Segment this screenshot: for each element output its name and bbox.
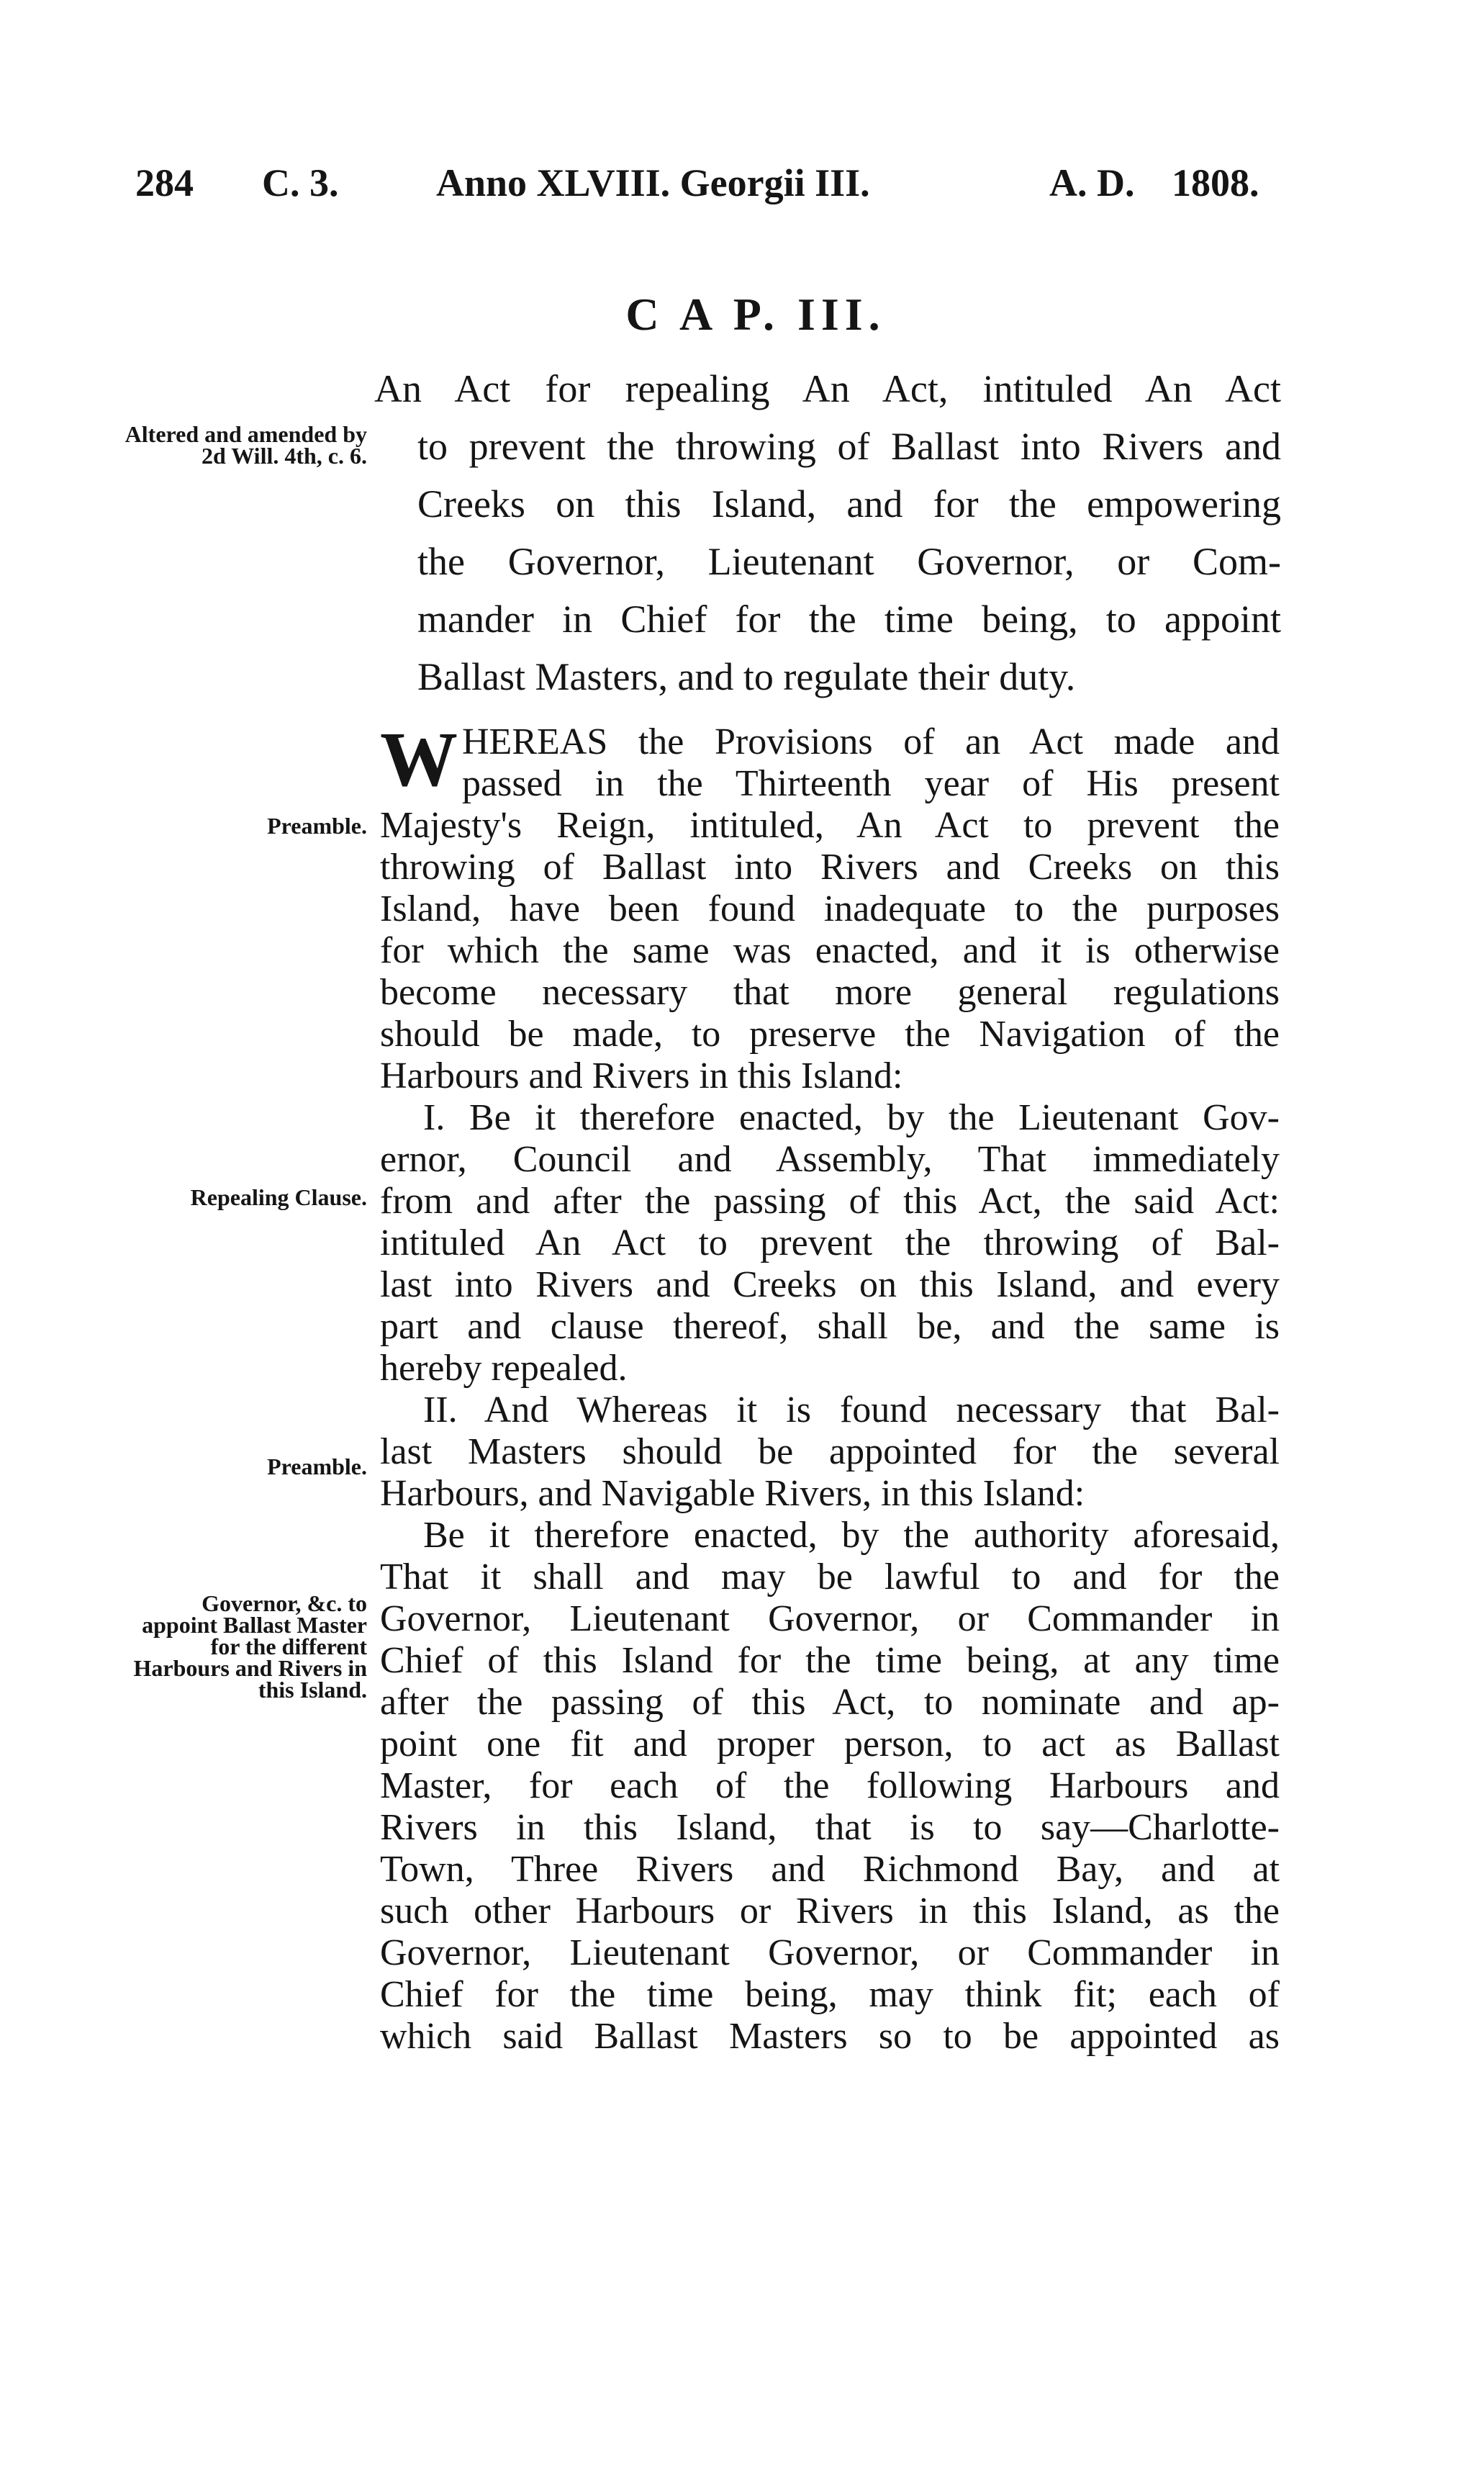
marginal-note-repealing-clause: Repealing Clause. — [190, 1184, 367, 1210]
body-line: Governor, Lieutenant Governor, or Commander in — [380, 1598, 1280, 1639]
regnal-year: Anno XLVIII. Georgii III. — [436, 161, 870, 204]
page-number: 284 — [135, 161, 194, 204]
body-line: Master, for each of the following Harbours and — [380, 1765, 1280, 1806]
body-line: ernor, Council and Assembly, That immediately — [380, 1139, 1280, 1180]
body-line: from and after the passing of this Act, the said Act: — [380, 1181, 1280, 1222]
body-line: hereby repealed. — [380, 1348, 628, 1389]
body-line: should be made, to preserve the Navigation of the — [380, 1014, 1280, 1055]
body-line: Chief for the time being, may think fit; each of — [380, 1974, 1280, 2015]
body-line: Majesty's Reign, intituled, An Act to prevent the — [380, 805, 1280, 846]
act-title-line: Creeks on this Island, and for the empowering — [417, 482, 1281, 526]
body-line: Town, Three Rivers and Richmond Bay, and at — [380, 1849, 1280, 1890]
body-line: last Masters should be appointed for the several — [380, 1431, 1280, 1472]
body-line: point one fit and proper person, to act as Ballast — [380, 1723, 1280, 1765]
body-line: throwing of Ballast into Rivers and Creeks on this — [380, 847, 1280, 888]
chapter-title: C A P. III. — [625, 289, 886, 340]
marginal-note-preamble-2: Preamble. — [267, 1454, 367, 1479]
body-line: Chief of this Island for the time being, at any time — [380, 1640, 1280, 1681]
body-line: last into Rivers and Creeks on this Island, and every — [380, 1264, 1280, 1305]
drop-cap: W — [380, 717, 458, 803]
body-line: for which the same was enacted, and it is otherwise — [380, 930, 1280, 971]
body-line: intituled An Act to prevent the throwing of Bal- — [380, 1222, 1280, 1263]
body-line: That it shall and may be lawful to and for the — [380, 1556, 1280, 1597]
body-line: passed in the Thirteenth year of His present — [462, 763, 1280, 804]
body-text — [380, 717, 1280, 2058]
body-line: Rivers in this Island, that is to say—Charlotte- — [380, 1807, 1280, 1848]
body-line: such other Harbours or Rivers in this Island, as the — [380, 1891, 1280, 1932]
act-title-line: the Governor, Lieutenant Governor, or Com- — [417, 540, 1281, 583]
body-line: Be it therefore enacted, by the authority aforesaid, — [423, 1515, 1280, 1556]
running-header — [135, 154, 1287, 212]
marginal-note-amended: Altered and amended by 2d Will. 4th, c. 6. — [125, 421, 367, 469]
marginal-note-preamble: Preamble. — [267, 813, 367, 839]
anno-domini: A. D. — [1049, 161, 1135, 204]
act-title-line: mander in Chief for the time being, to appoint — [417, 598, 1281, 641]
act-title — [374, 360, 1281, 706]
act-title-line: An Act for repealing An Act, intituled An Act — [374, 367, 1281, 410]
body-line: HEREAS the Provisions of an Act made and — [462, 721, 1280, 762]
body-line: Island, have been found inadequate to the purposes — [380, 888, 1280, 929]
body-line: II. And Whereas it is found necessary that Bal- — [423, 1389, 1280, 1430]
body-line: become necessary that more general regulations — [380, 972, 1280, 1013]
act-title-line: Ballast Masters, and to regulate their duty. — [417, 655, 1076, 698]
chapter-reference: C. 3. — [262, 161, 339, 204]
body-line: Harbours, and Navigable Rivers, in this Island: — [380, 1473, 1085, 1514]
act-title-line: to prevent the throwing of Ballast into Rivers and — [417, 425, 1281, 468]
body-line: which said Ballast Masters so to be appointed as — [380, 2016, 1280, 2057]
body-line: Governor, Lieutenant Governor, or Commander in — [380, 1932, 1280, 1973]
body-line: part and clause thereof, shall be, and the same is — [380, 1306, 1280, 1347]
year: 1808. — [1172, 161, 1259, 204]
body-line: after the passing of this Act, to nominate and ap- — [380, 1682, 1280, 1723]
body-line: I. Be it therefore enacted, by the Lieutenant Gov- — [423, 1097, 1280, 1138]
body-line: Harbours and Rivers in this Island: — [380, 1055, 903, 1096]
marginal-note-ballast-master: Governor, &c. to appoint Ballast Master for the different Harbours and Rivers in this Island. — [133, 1590, 367, 1703]
